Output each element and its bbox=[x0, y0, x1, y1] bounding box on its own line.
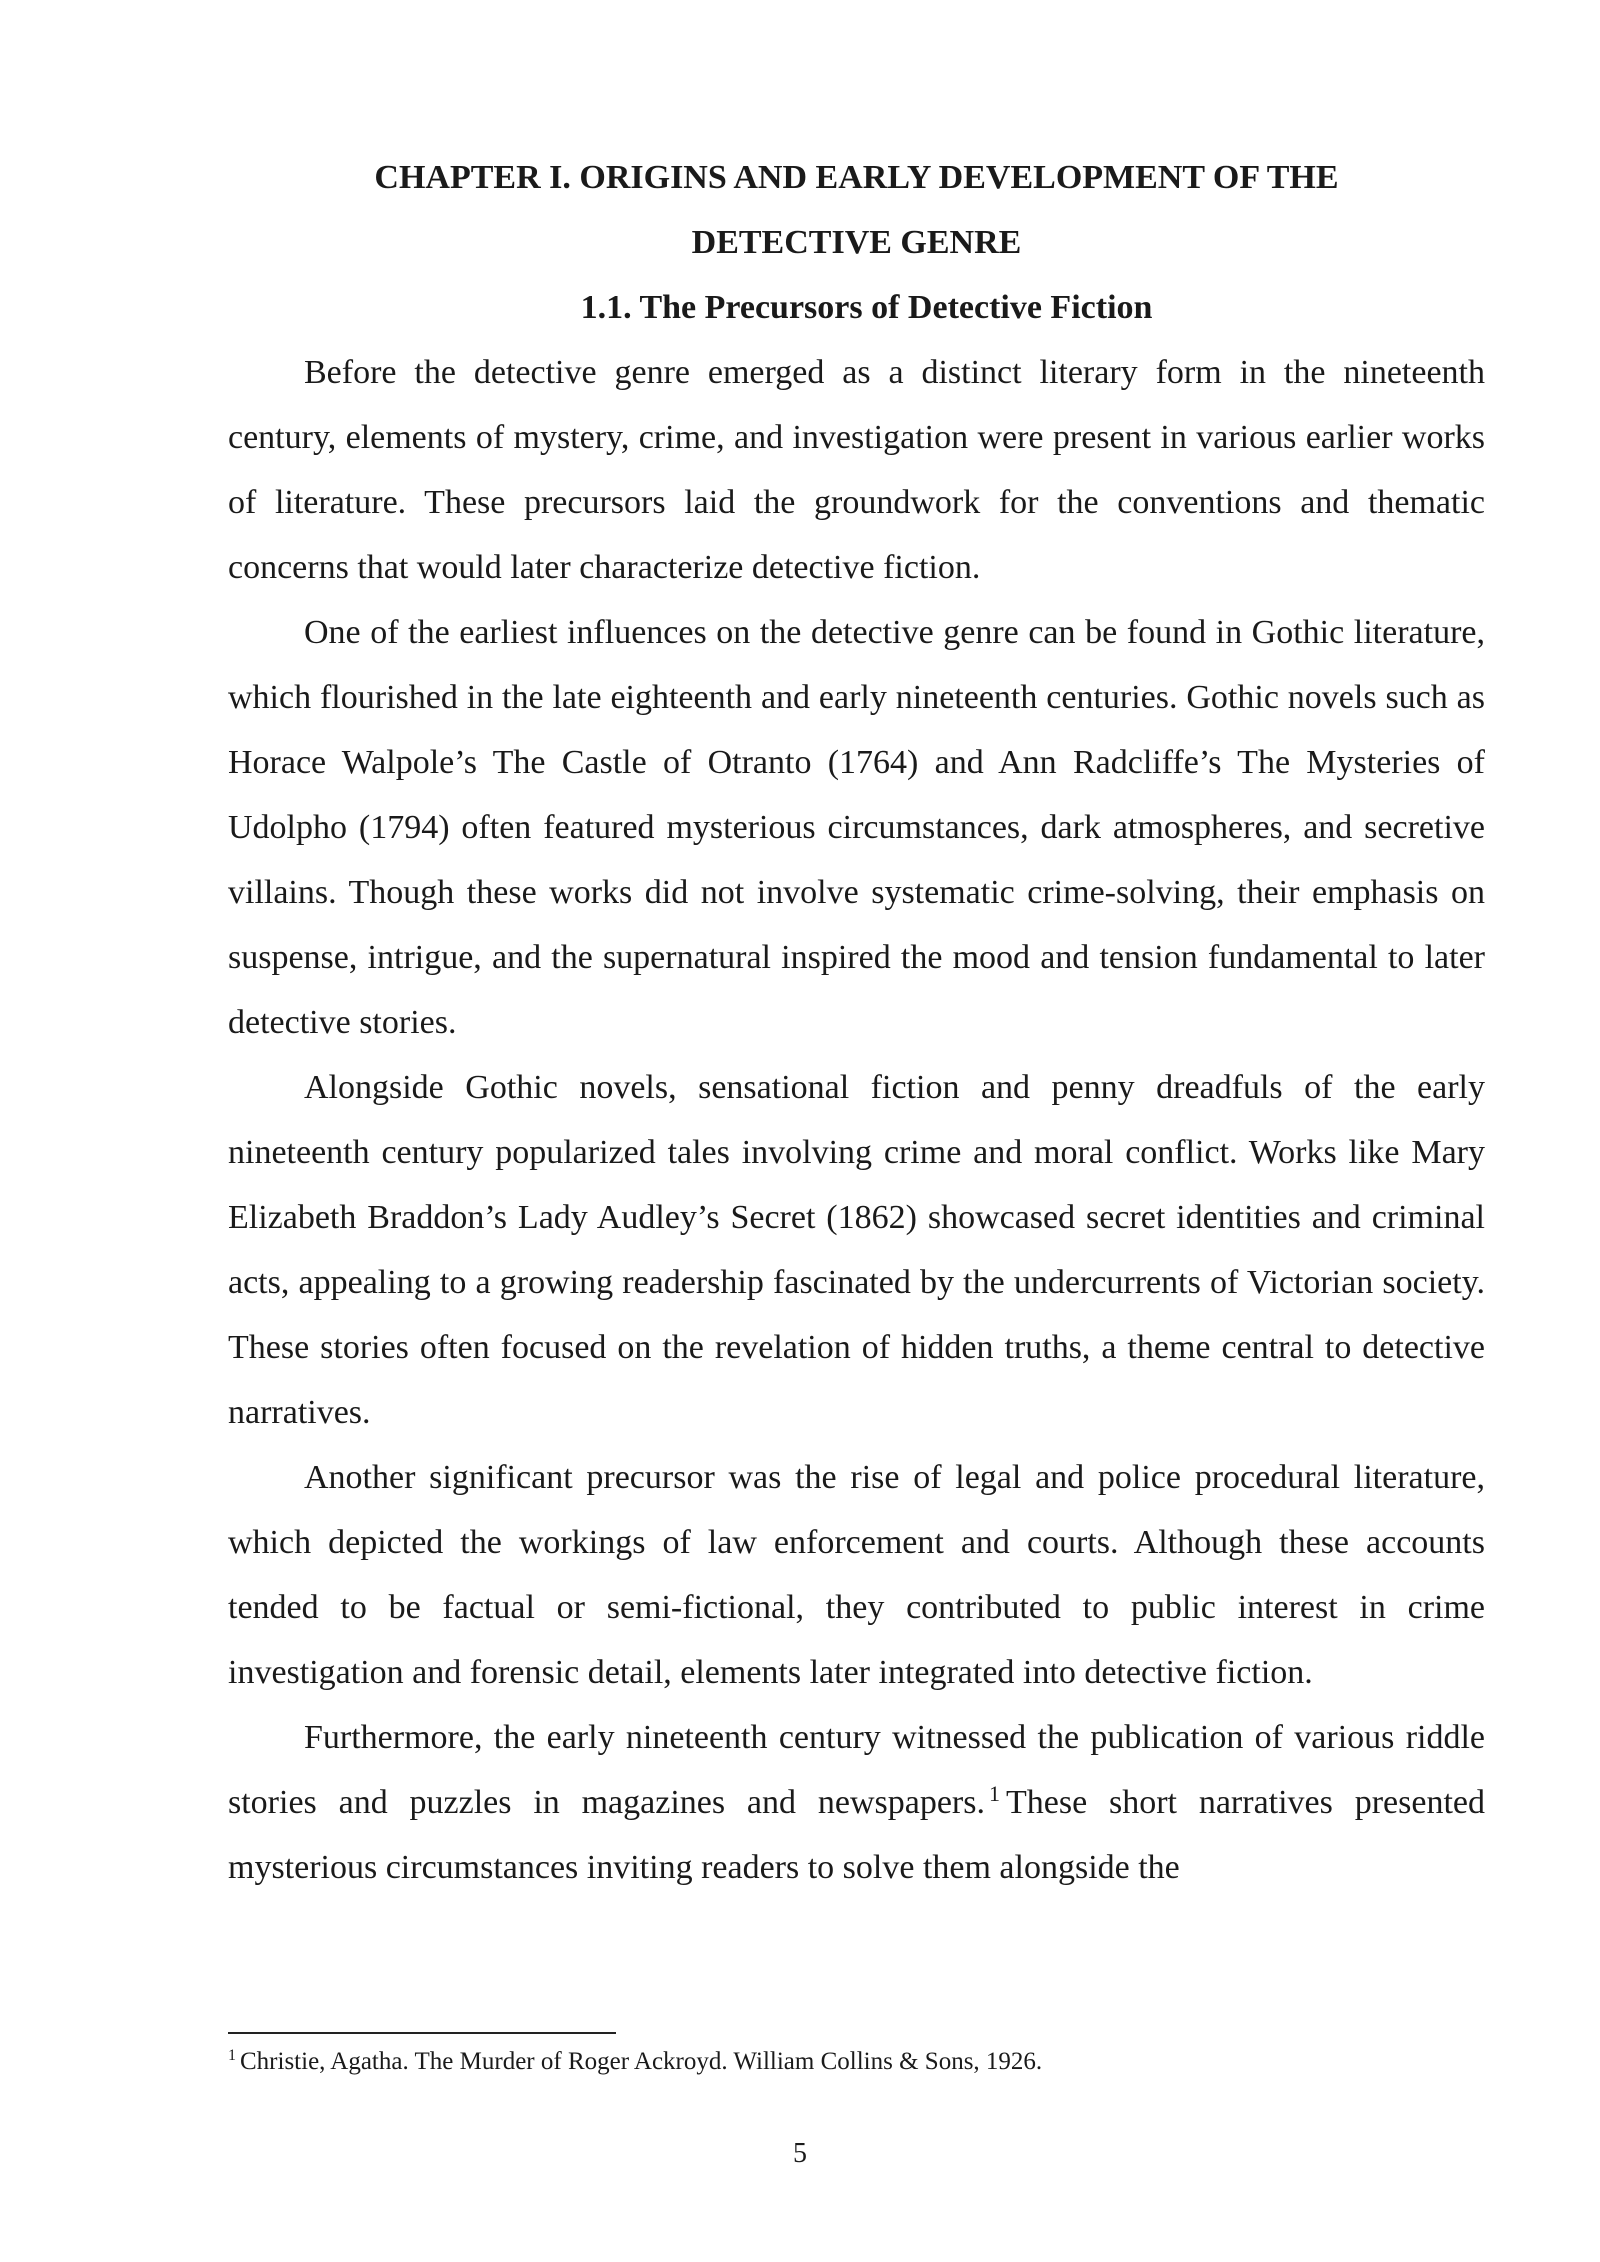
chapter-title-line-1: CHAPTER I. ORIGINS AND EARLY DEVELOPMENT OF THE bbox=[374, 159, 1339, 196]
paragraph-2: One of the earliest influences on the detective genre can be found in Gothic literature, which flourished in the late eighteenth and early nineteenth centuries. Gothic novels such as Horace Walpole’s The Castle of Otranto (1764) and Ann Radcliffe’s The Mysteries of Udolpho (1794) often featured mysterious circumstances, dark atmospheres, and secretive villains. Though these works did not involve systematic crime-solving, their emphasis on suspense, intrigue, and the supernatural inspired the mood and tension fundamental to later detective stories. bbox=[228, 614, 1485, 1041]
paragraph-5-text-before-ref: Furthermore, the early nineteenth century witnessed the publication of various riddle stories and puzzles in magazines and newspapers. bbox=[228, 1719, 1485, 1821]
footnote-number: 1 bbox=[228, 2046, 236, 2064]
page-body bbox=[228, 145, 1485, 1900]
paragraph-1: Before the detective genre emerged as a distinct literary form in the nineteenth century, elements of mystery, crime, and investigation were present in various earlier works of literature. These precursors laid the groundwork for the conventions and thematic concerns that would later characterize detective fiction. bbox=[228, 354, 1485, 586]
paragraph-4: Another significant precursor was the rise of legal and police procedural literature, which depicted the workings of law enforcement and courts. Although these accounts tended to be factual or semi-fictional, they contributed to public interest in crime investigation and forensic detail, elements later integrated into detective fiction. bbox=[228, 1459, 1485, 1691]
footnote-reference-mark[interactable]: 1 bbox=[988, 1780, 1000, 1806]
paragraph-3: Alongside Gothic novels, sensational fiction and penny dreadfuls of the early nineteenth century popularized tales involving crime and moral conflict. Works like Mary Elizabeth Braddon’s Lady Audley’s Secret (1862) showcased secret identities and criminal acts, appealing to a growing readership fascinated by the undercurrents of Victorian society. These stories often focused on the revelation of hidden truths, a theme central to detective narratives. bbox=[228, 1069, 1485, 1431]
chapter-title bbox=[228, 145, 1485, 275]
paragraph-5 bbox=[228, 1705, 1485, 1900]
paragraph-5-text-after-ref: These short narratives presented mysterious circumstances inviting readers to solve them alongside the bbox=[228, 1784, 1485, 1886]
chapter-title-line-2: DETECTIVE GENRE bbox=[691, 224, 1022, 261]
section-title: 1.1. The Precursors of Detective Fiction bbox=[580, 289, 1153, 326]
footnote bbox=[228, 2046, 1485, 2078]
footnote-text: Christie, Agatha. The Murder of Roger Ackroyd. William Collins & Sons, 1926. bbox=[240, 2048, 1043, 2075]
footnote-separator bbox=[228, 2032, 616, 2034]
page-number: 5 bbox=[793, 2138, 807, 2169]
